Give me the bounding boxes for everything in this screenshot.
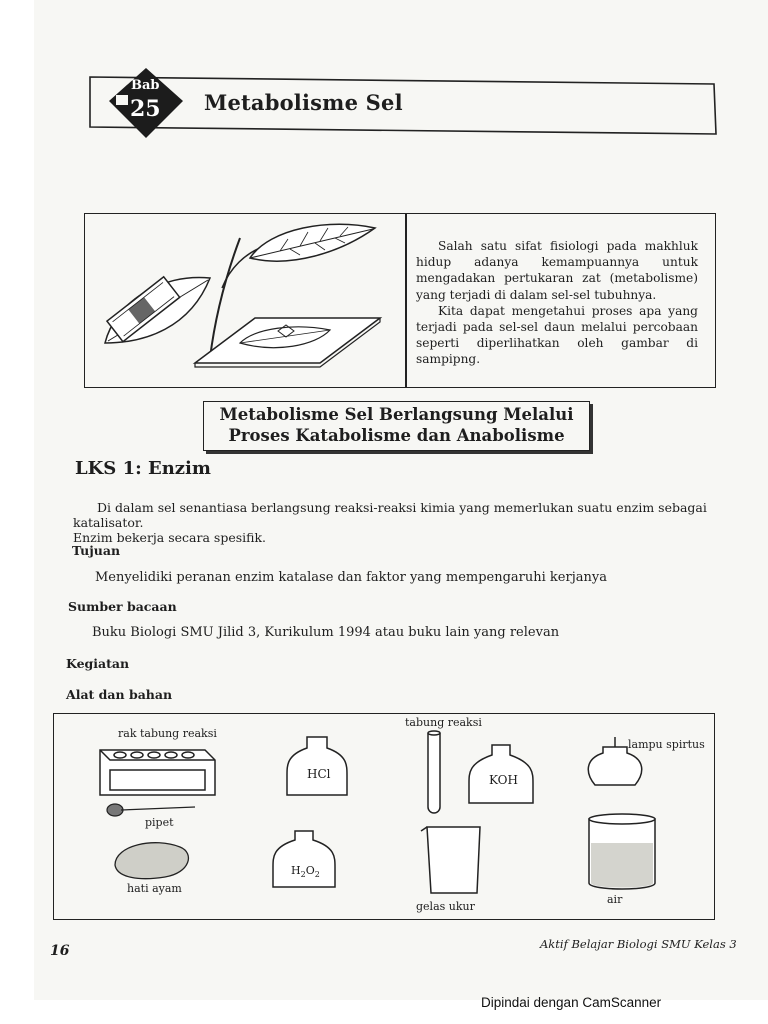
chapter-header-frame	[0, 0, 768, 160]
pipet-drawing	[107, 804, 195, 816]
label-rak: rak tabung reaksi	[118, 727, 217, 740]
chapter-number: 25	[130, 96, 161, 122]
label-air: air	[607, 893, 623, 906]
measuring-cup-drawing	[421, 827, 480, 893]
chicken-liver-drawing	[115, 843, 188, 879]
intro-paragraph-1: Salah satu sifat fisiologi pada makhluk hidup adanya kemampuannya untuk mengadakan pertukaran zat (metabolisme) yang terjadi di dalam sel-sel tubuhnya.	[416, 239, 698, 302]
lks-intro	[73, 500, 719, 545]
label-hati: hati ayam	[127, 882, 182, 895]
hcl-bottle-drawing	[287, 737, 347, 795]
label-gelas: gelas ukur	[416, 900, 475, 913]
intro-divider	[405, 214, 407, 387]
intro-paragraph-2: Kita dapat mengetahui proses apa yang terjadi pada sel-sel daun melalui percobaan seperti diperlihatkan oleh gambar di sampipng.	[416, 303, 698, 367]
banner-line-1: Metabolisme Sel Berlangsung Melalui	[219, 405, 574, 424]
leaf-experiment-illustration	[90, 218, 400, 383]
sumber-text: Buku Biologi SMU Jilid 3, Kurikulum 1994 atau buku lain yang relevan	[92, 625, 560, 640]
chapter-bab-label: Bab	[131, 78, 160, 93]
tujuan-text: Menyelidiki peranan enzim katalase dan faktor yang mempengaruhi kerjanya	[95, 570, 607, 585]
label-lampu: lampu spirtus	[628, 738, 705, 751]
chapter-title: Metabolisme Sel	[204, 90, 403, 115]
test-tube-drawing	[428, 731, 440, 813]
section-banner	[203, 401, 590, 451]
book-title: Aktif Belajar Biologi SMU Kelas 3	[540, 937, 737, 951]
h2o2-o: O	[305, 864, 315, 877]
lks-intro-line-1: Di dalam sel senantiasa berlangsung reaksi-reaksi kimia yang memerlukan suatu enzim sebagai katalisator.	[73, 500, 707, 530]
alat-heading: Alat dan bahan	[66, 687, 173, 702]
test-tube-rack	[100, 750, 215, 795]
water-beaker-drawing	[589, 814, 655, 889]
tujuan-heading: Tujuan	[72, 543, 121, 558]
page-number: 16	[50, 943, 70, 959]
lks-title: LKS 1: Enzim	[75, 458, 211, 479]
kegiatan-heading: Kegiatan	[66, 656, 130, 671]
scanner-watermark: Dipindai dengan CamScanner	[481, 995, 662, 1010]
h2o2-sub-1: 2	[300, 870, 306, 880]
label-tabung: tabung reaksi	[405, 716, 482, 729]
sumber-heading: Sumber bacaan	[68, 599, 177, 614]
upper-leaf	[250, 224, 375, 261]
h2o2-h: H	[291, 864, 301, 877]
intro-text	[416, 238, 698, 368]
lks-intro-line-2: Enzim bekerja secara spesifik.	[73, 530, 267, 545]
label-hcl: HCl	[307, 767, 331, 781]
label-h2o2	[291, 864, 320, 879]
banner-line-2: Proses Katabolisme dan Anabolisme	[228, 426, 565, 445]
label-koh: KOH	[489, 773, 518, 787]
h2o2-sub-2: 2	[314, 870, 320, 880]
label-pipet: pipet	[145, 816, 174, 829]
